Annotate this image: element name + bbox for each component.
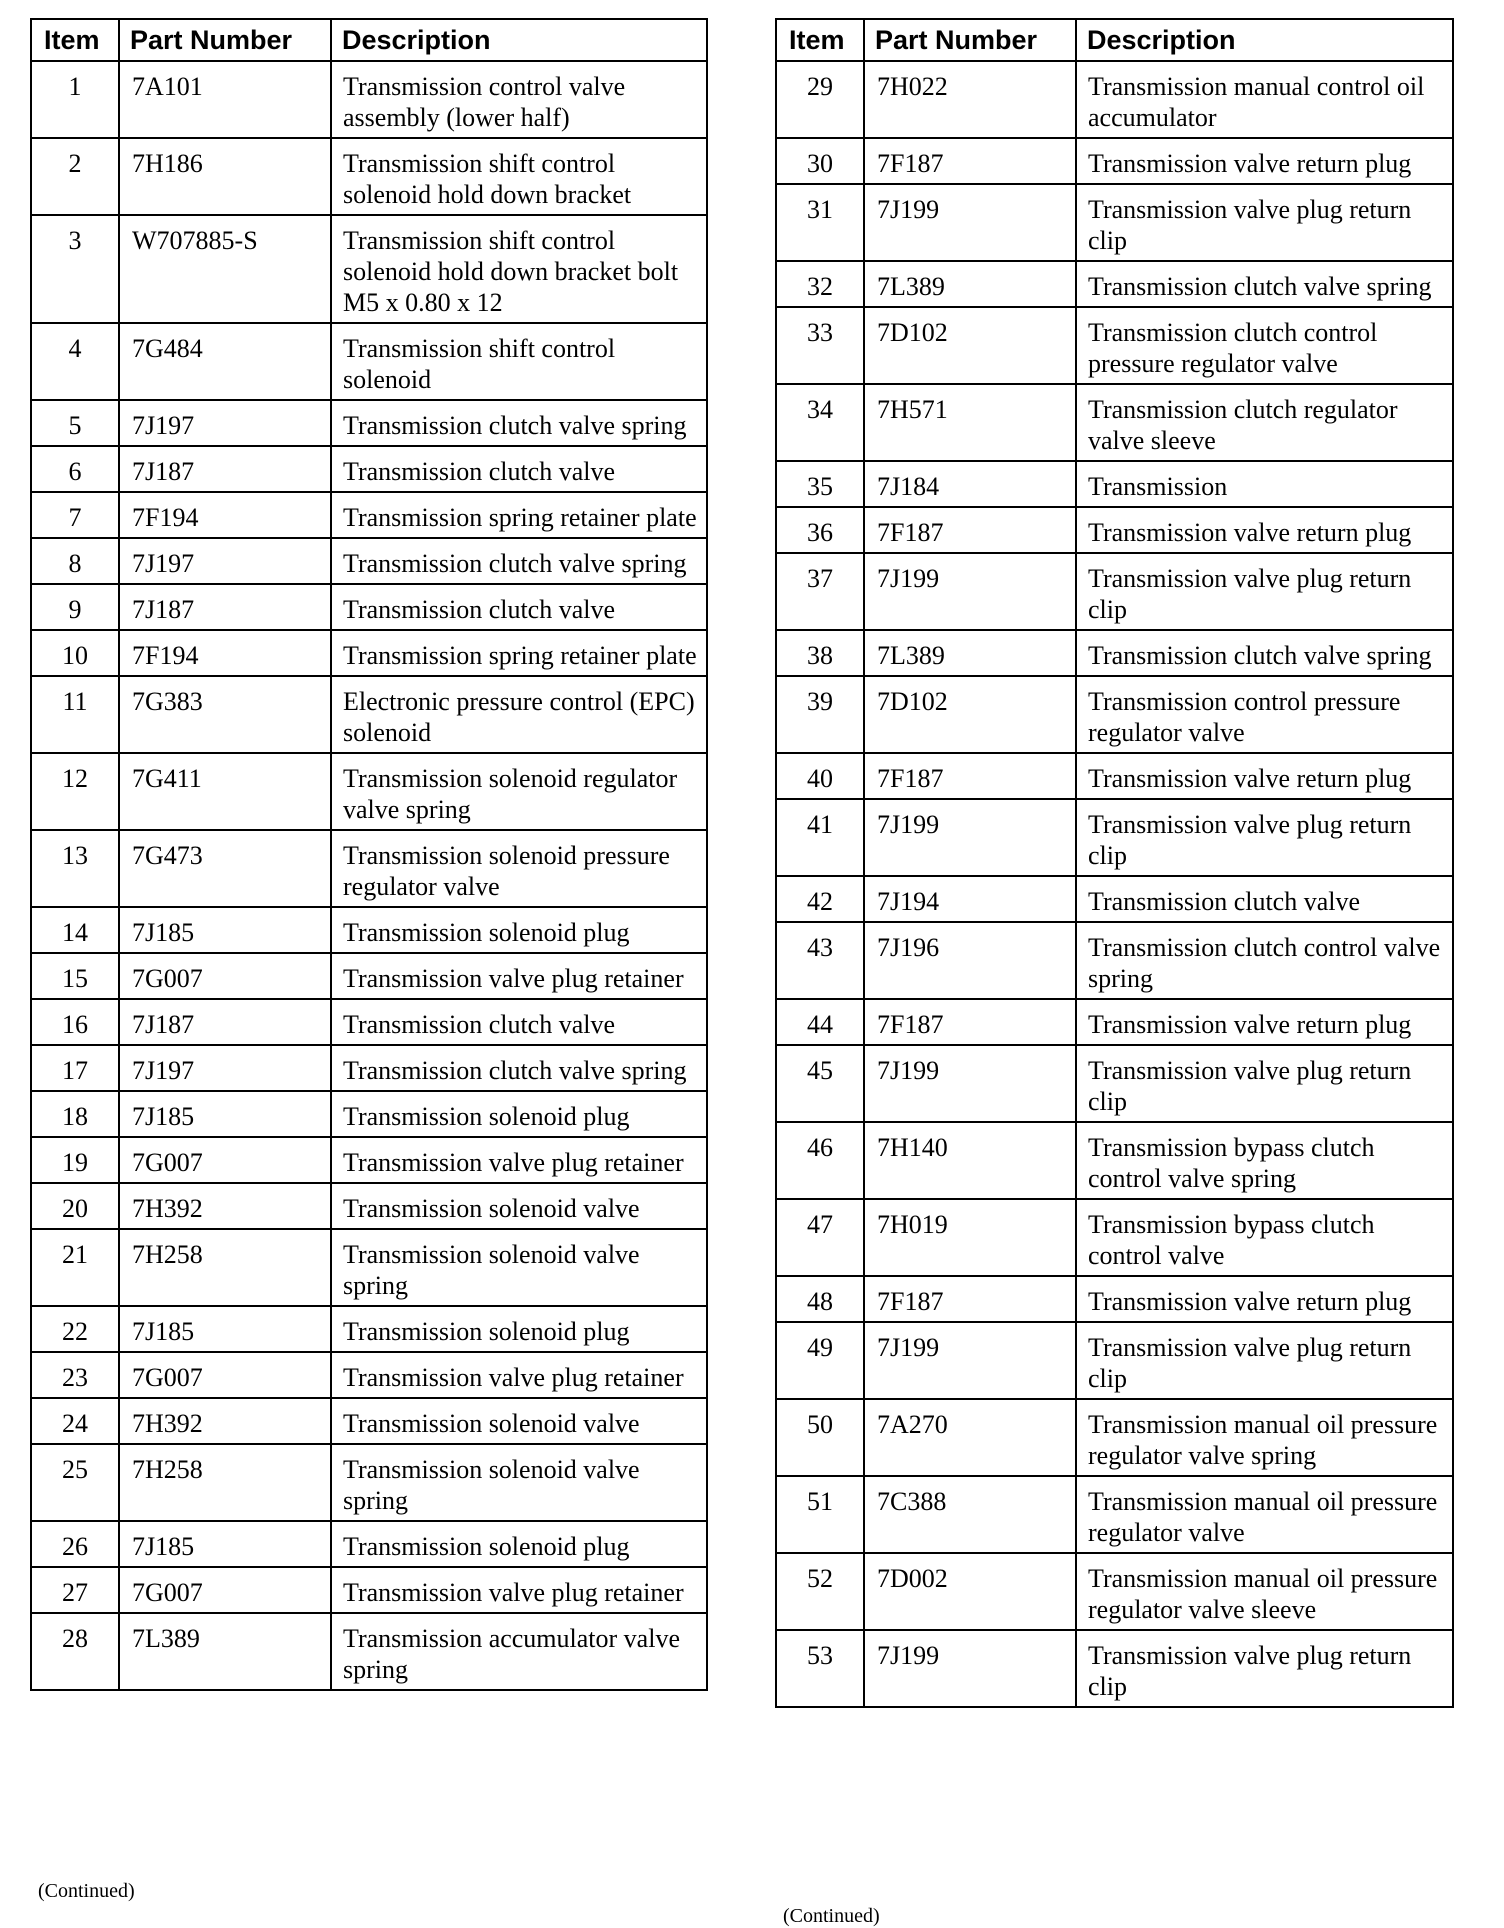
description-cell: Transmission control pressure regulator valve — [1076, 676, 1453, 753]
table-row — [31, 61, 707, 138]
part-number-cell: 7C388 — [864, 1476, 1076, 1553]
table-header-row — [31, 19, 707, 61]
table-row — [776, 922, 1453, 999]
item-number-cell: 46 — [776, 1122, 864, 1199]
part-number-cell: 7J184 — [864, 461, 1076, 507]
table-row — [31, 400, 707, 446]
part-number-cell: 7H392 — [119, 1398, 331, 1444]
part-number-cell: 7J196 — [864, 922, 1076, 999]
table-row — [776, 1276, 1453, 1322]
continued-note-right: (Continued) — [783, 1905, 880, 1927]
part-number-cell: 7J187 — [119, 999, 331, 1045]
part-number-cell: 7J187 — [119, 446, 331, 492]
item-number-cell: 15 — [31, 953, 119, 999]
table-row — [31, 999, 707, 1045]
table-row — [776, 1199, 1453, 1276]
item-number-cell: 11 — [31, 676, 119, 753]
header-item: Item — [776, 19, 864, 61]
table-row — [776, 261, 1453, 307]
item-number-cell: 42 — [776, 876, 864, 922]
table-row — [776, 1122, 1453, 1199]
part-number-cell: 7D002 — [864, 1553, 1076, 1630]
table-row — [776, 553, 1453, 630]
part-number-cell: 7L389 — [864, 630, 1076, 676]
description-cell: Transmission solenoid plug — [331, 1091, 707, 1137]
part-number-cell: 7J199 — [864, 1630, 1076, 1707]
part-number-cell: 7G411 — [119, 753, 331, 830]
description-cell: Transmission valve plug return clip — [1076, 799, 1453, 876]
part-number-cell: 7H392 — [119, 1183, 331, 1229]
item-number-cell: 37 — [776, 553, 864, 630]
part-number-cell: 7L389 — [119, 1613, 331, 1690]
part-number-cell: 7J185 — [119, 1521, 331, 1567]
header-part-number: Part Number — [119, 19, 331, 61]
item-number-cell: 8 — [31, 538, 119, 584]
part-number-cell: 7J199 — [864, 1045, 1076, 1122]
continued-note-left: (Continued) — [38, 1880, 135, 1902]
table-row — [776, 384, 1453, 461]
part-number-cell: 7D102 — [864, 307, 1076, 384]
item-number-cell: 20 — [31, 1183, 119, 1229]
part-number-cell: 7H258 — [119, 1229, 331, 1306]
description-cell: Transmission solenoid valve spring — [331, 1444, 707, 1521]
item-number-cell: 24 — [31, 1398, 119, 1444]
description-cell: Transmission valve return plug — [1076, 138, 1453, 184]
part-number-cell: 7J185 — [119, 1091, 331, 1137]
description-cell: Transmission valve return plug — [1076, 1276, 1453, 1322]
part-number-cell: 7F194 — [119, 630, 331, 676]
part-number-cell: 7J185 — [119, 1306, 331, 1352]
item-number-cell: 50 — [776, 1399, 864, 1476]
part-number-cell: 7H019 — [864, 1199, 1076, 1276]
description-cell: Transmission valve plug retainer — [331, 953, 707, 999]
part-number-cell: 7A101 — [119, 61, 331, 138]
item-number-cell: 17 — [31, 1045, 119, 1091]
part-number-cell: 7J197 — [119, 538, 331, 584]
item-number-cell: 19 — [31, 1137, 119, 1183]
table-row — [31, 138, 707, 215]
part-number-cell: 7F187 — [864, 999, 1076, 1045]
table-row — [776, 1045, 1453, 1122]
part-number-cell: 7G473 — [119, 830, 331, 907]
description-cell: Electronic pressure control (EPC) solenoid — [331, 676, 707, 753]
item-number-cell: 4 — [31, 323, 119, 400]
part-number-cell: 7H186 — [119, 138, 331, 215]
header-item: Item — [31, 19, 119, 61]
table-row — [776, 507, 1453, 553]
item-number-cell: 22 — [31, 1306, 119, 1352]
item-number-cell: 27 — [31, 1567, 119, 1613]
table-row — [776, 1399, 1453, 1476]
description-cell: Transmission manual oil pressure regulator valve sleeve — [1076, 1553, 1453, 1630]
description-cell: Transmission valve plug return clip — [1076, 1045, 1453, 1122]
table-row — [31, 1613, 707, 1690]
item-number-cell: 6 — [31, 446, 119, 492]
table-row — [776, 999, 1453, 1045]
part-number-cell: 7J187 — [119, 584, 331, 630]
part-number-cell: 7F194 — [119, 492, 331, 538]
part-number-cell: 7H571 — [864, 384, 1076, 461]
table-row — [31, 1444, 707, 1521]
part-number-cell: 7J199 — [864, 184, 1076, 261]
table-row — [31, 907, 707, 953]
description-cell: Transmission clutch valve — [331, 584, 707, 630]
item-number-cell: 16 — [31, 999, 119, 1045]
part-number-cell: 7H140 — [864, 1122, 1076, 1199]
header-part-number: Part Number — [864, 19, 1076, 61]
part-number-cell: 7J185 — [119, 907, 331, 953]
table-row — [31, 584, 707, 630]
item-number-cell: 14 — [31, 907, 119, 953]
table-row — [31, 1229, 707, 1306]
description-cell: Transmission shift control solenoid hold down bracket bolt M5 x 0.80 x 12 — [331, 215, 707, 323]
part-number-cell: 7G383 — [119, 676, 331, 753]
item-number-cell: 10 — [31, 630, 119, 676]
table-row — [776, 1553, 1453, 1630]
item-number-cell: 40 — [776, 753, 864, 799]
part-number-cell: 7H258 — [119, 1444, 331, 1521]
item-number-cell: 1 — [31, 61, 119, 138]
table-header-row — [776, 19, 1453, 61]
description-cell: Transmission valve plug return clip — [1076, 184, 1453, 261]
item-number-cell: 3 — [31, 215, 119, 323]
description-cell: Transmission valve plug retainer — [331, 1567, 707, 1613]
description-cell: Transmission control valve assembly (lower half) — [331, 61, 707, 138]
part-number-cell: 7H022 — [864, 61, 1076, 138]
item-number-cell: 9 — [31, 584, 119, 630]
table-row — [31, 1398, 707, 1444]
description-cell: Transmission valve plug return clip — [1076, 1322, 1453, 1399]
item-number-cell: 18 — [31, 1091, 119, 1137]
table-row — [31, 753, 707, 830]
table-row — [31, 1137, 707, 1183]
part-number-cell: 7J197 — [119, 400, 331, 446]
table-row — [31, 1183, 707, 1229]
part-number-cell: 7A270 — [864, 1399, 1076, 1476]
table-row — [31, 953, 707, 999]
description-cell: Transmission clutch control pressure regulator valve — [1076, 307, 1453, 384]
description-cell: Transmission spring retainer plate — [331, 630, 707, 676]
description-cell: Transmission shift control solenoid hold down bracket — [331, 138, 707, 215]
part-number-cell: 7F187 — [864, 1276, 1076, 1322]
item-number-cell: 52 — [776, 1553, 864, 1630]
table-row — [776, 1630, 1453, 1707]
description-cell: Transmission clutch valve spring — [331, 1045, 707, 1091]
description-cell: Transmission valve plug return clip — [1076, 553, 1453, 630]
table-row — [776, 753, 1453, 799]
table-row — [31, 676, 707, 753]
description-cell: Transmission manual oil pressure regulator valve — [1076, 1476, 1453, 1553]
description-cell: Transmission solenoid plug — [331, 1521, 707, 1567]
header-description: Description — [331, 19, 707, 61]
description-cell: Transmission solenoid pressure regulator valve — [331, 830, 707, 907]
item-number-cell: 39 — [776, 676, 864, 753]
item-number-cell: 33 — [776, 307, 864, 384]
table-row — [31, 830, 707, 907]
part-number-cell: 7G007 — [119, 1352, 331, 1398]
item-number-cell: 41 — [776, 799, 864, 876]
item-number-cell: 44 — [776, 999, 864, 1045]
description-cell: Transmission spring retainer plate — [331, 492, 707, 538]
parts-table-left — [30, 18, 708, 1691]
description-cell: Transmission clutch valve spring — [1076, 261, 1453, 307]
table-row — [776, 461, 1453, 507]
part-number-cell: 7J199 — [864, 553, 1076, 630]
part-number-cell: 7G484 — [119, 323, 331, 400]
item-number-cell: 30 — [776, 138, 864, 184]
description-cell: Transmission solenoid valve spring — [331, 1229, 707, 1306]
table-row — [31, 630, 707, 676]
item-number-cell: 38 — [776, 630, 864, 676]
description-cell: Transmission solenoid plug — [331, 907, 707, 953]
description-cell: Transmission clutch valve spring — [331, 538, 707, 584]
description-cell: Transmission manual oil pressure regulator valve spring — [1076, 1399, 1453, 1476]
table-row — [776, 307, 1453, 384]
table-row — [776, 799, 1453, 876]
part-number-cell: 7G007 — [119, 953, 331, 999]
item-number-cell: 36 — [776, 507, 864, 553]
table-row — [776, 876, 1453, 922]
table-row — [776, 630, 1453, 676]
item-number-cell: 53 — [776, 1630, 864, 1707]
item-number-cell: 25 — [31, 1444, 119, 1521]
item-number-cell: 26 — [31, 1521, 119, 1567]
table-row — [31, 1521, 707, 1567]
description-cell: Transmission bypass clutch control valve spring — [1076, 1122, 1453, 1199]
description-cell: Transmission solenoid plug — [331, 1306, 707, 1352]
part-number-cell: 7J199 — [864, 1322, 1076, 1399]
part-number-cell: 7F187 — [864, 138, 1076, 184]
table-row — [776, 1322, 1453, 1399]
item-number-cell: 34 — [776, 384, 864, 461]
item-number-cell: 51 — [776, 1476, 864, 1553]
item-number-cell: 32 — [776, 261, 864, 307]
description-cell: Transmission valve plug retainer — [331, 1352, 707, 1398]
description-cell: Transmission solenoid valve — [331, 1398, 707, 1444]
item-number-cell: 12 — [31, 753, 119, 830]
table-row — [31, 492, 707, 538]
table-row — [776, 676, 1453, 753]
item-number-cell: 21 — [31, 1229, 119, 1306]
part-number-cell: 7J199 — [864, 799, 1076, 876]
description-cell: Transmission valve return plug — [1076, 507, 1453, 553]
table-row — [31, 323, 707, 400]
description-cell: Transmission clutch valve — [1076, 876, 1453, 922]
table-row — [31, 446, 707, 492]
table-row — [31, 1567, 707, 1613]
item-number-cell: 13 — [31, 830, 119, 907]
table-row — [776, 61, 1453, 138]
description-cell: Transmission clutch valve — [331, 999, 707, 1045]
table-row — [31, 1352, 707, 1398]
part-number-cell: 7J197 — [119, 1045, 331, 1091]
item-number-cell: 2 — [31, 138, 119, 215]
description-cell: Transmission accumulator valve spring — [331, 1613, 707, 1690]
header-description: Description — [1076, 19, 1453, 61]
item-number-cell: 7 — [31, 492, 119, 538]
item-number-cell: 5 — [31, 400, 119, 446]
item-number-cell: 47 — [776, 1199, 864, 1276]
item-number-cell: 49 — [776, 1322, 864, 1399]
item-number-cell: 28 — [31, 1613, 119, 1690]
description-cell: Transmission valve plug retainer — [331, 1137, 707, 1183]
parts-table-right — [775, 18, 1454, 1708]
description-cell: Transmission solenoid regulator valve spring — [331, 753, 707, 830]
item-number-cell: 23 — [31, 1352, 119, 1398]
description-cell: Transmission clutch valve — [331, 446, 707, 492]
item-number-cell: 48 — [776, 1276, 864, 1322]
item-number-cell: 43 — [776, 922, 864, 999]
table-row — [31, 538, 707, 584]
table-row — [776, 184, 1453, 261]
table-row — [31, 215, 707, 323]
part-number-cell: 7G007 — [119, 1567, 331, 1613]
description-cell: Transmission valve plug return clip — [1076, 1630, 1453, 1707]
part-number-cell: 7D102 — [864, 676, 1076, 753]
part-number-cell: 7G007 — [119, 1137, 331, 1183]
table-row — [776, 1476, 1453, 1553]
description-cell: Transmission solenoid valve — [331, 1183, 707, 1229]
table-row — [31, 1045, 707, 1091]
description-cell: Transmission manual control oil accumulator — [1076, 61, 1453, 138]
description-cell: Transmission valve return plug — [1076, 753, 1453, 799]
item-number-cell: 45 — [776, 1045, 864, 1122]
item-number-cell: 31 — [776, 184, 864, 261]
description-cell: Transmission clutch regulator valve sleeve — [1076, 384, 1453, 461]
item-number-cell: 35 — [776, 461, 864, 507]
part-number-cell: 7F187 — [864, 753, 1076, 799]
description-cell: Transmission bypass clutch control valve — [1076, 1199, 1453, 1276]
part-number-cell: 7L389 — [864, 261, 1076, 307]
description-cell: Transmission clutch valve spring — [331, 400, 707, 446]
part-number-cell: W707885-S — [119, 215, 331, 323]
description-cell: Transmission valve return plug — [1076, 999, 1453, 1045]
description-cell: Transmission clutch control valve spring — [1076, 922, 1453, 999]
description-cell: Transmission — [1076, 461, 1453, 507]
part-number-cell: 7F187 — [864, 507, 1076, 553]
table-row — [31, 1091, 707, 1137]
part-number-cell: 7J194 — [864, 876, 1076, 922]
table-row — [31, 1306, 707, 1352]
description-cell: Transmission shift control solenoid — [331, 323, 707, 400]
item-number-cell: 29 — [776, 61, 864, 138]
description-cell: Transmission clutch valve spring — [1076, 630, 1453, 676]
table-row — [776, 138, 1453, 184]
